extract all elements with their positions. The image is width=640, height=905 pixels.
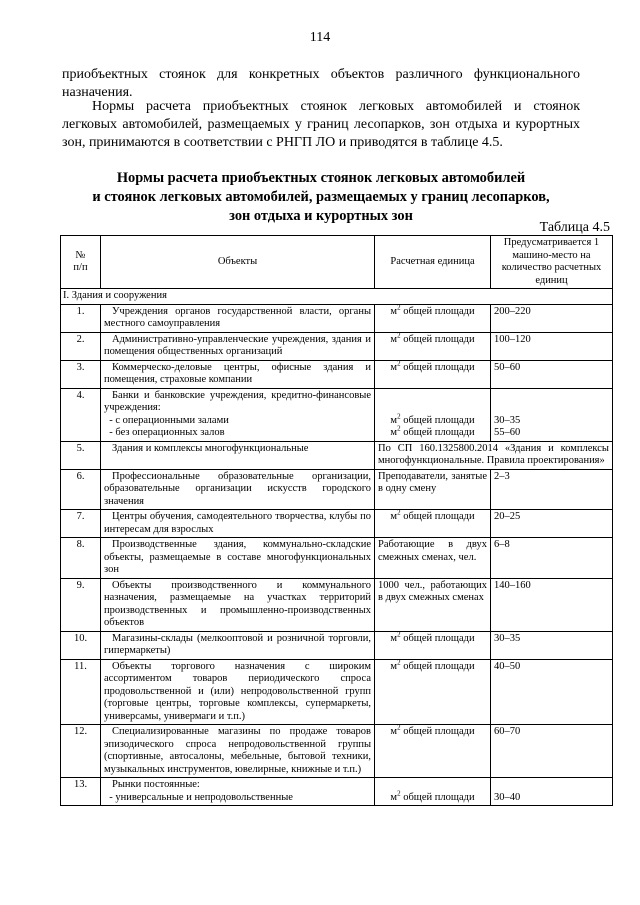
unit-text: общей площади — [400, 726, 475, 737]
unit-exponent: 2 — [397, 303, 401, 311]
table-row — [61, 631, 613, 659]
unit-prefix: м — [390, 414, 398, 426]
unit-text: общей площади — [400, 333, 475, 345]
object-text: Объекты производственного и коммунального назначения, размещаемые на участках территорий производственных и промышленно-производственных объектов — [104, 579, 371, 628]
row-norm — [491, 388, 613, 441]
table-title-line: зон отдыха и курортных зон — [229, 208, 413, 224]
row-number: 5. — [61, 441, 101, 469]
row-norm: 30–35 — [491, 631, 613, 659]
table-title-line: и стоянок легковых автомобилей, размещаемых у границ лесопарков, — [92, 189, 550, 205]
sub-object: - универсальные и непродовольственные — [104, 791, 293, 803]
table-row — [61, 360, 613, 388]
row-object — [101, 725, 375, 778]
unit-prefix: м — [390, 361, 398, 373]
sub-unit — [378, 412, 487, 428]
row-number: 9. — [61, 578, 101, 631]
row-unit — [375, 360, 491, 388]
header-objects: Объекты — [101, 236, 375, 289]
row-unit — [375, 388, 491, 441]
header-number: № п/п — [61, 236, 101, 289]
table-row — [61, 469, 613, 510]
object-text: Банки и банковские учреждения, кредитно-финансовые учреждения: — [104, 389, 371, 413]
object-text: Объекты торгового назначения с широким ассортиментом товаров периодического спроса продовольственной и (или) непродовольственной групп (торговые центры, торговые комплексы, супермаркеты, универсамы, универмаги и т.п.) — [104, 660, 371, 722]
row-norm: 6–8 — [491, 538, 613, 579]
row-number: 12. — [61, 725, 101, 778]
row-unit: Преподаватели, занятые в одну смену — [375, 469, 491, 510]
row-unit-span: По СП 160.1325800.2014 «Здания и комплексы многофункциональные. Правила проектирования» — [375, 441, 613, 469]
row-unit — [375, 510, 491, 538]
row-norm: 60–70 — [491, 725, 613, 778]
row-object — [101, 778, 375, 806]
object-text: Магазины-склады (мелкооптовой и розничной торговли, гипермаркеты) — [104, 632, 371, 656]
row-object — [101, 631, 375, 659]
table-header-row — [61, 236, 613, 289]
row-object — [101, 332, 375, 360]
unit-prefix: м — [390, 632, 398, 644]
section-label: I. Здания и сооружения — [61, 289, 613, 305]
unit-prefix: м — [390, 427, 398, 438]
unit-prefix: м — [390, 660, 398, 672]
unit-text: общей площади — [400, 305, 475, 317]
sub-norm: 30–40 — [494, 791, 521, 803]
object-text: Здания и комплексы многофункциональные — [112, 442, 309, 454]
row-unit: 1000 чел., работающих в двух смежных сменах — [375, 578, 491, 631]
row-norm: 140–160 — [491, 578, 613, 631]
row-object — [101, 388, 375, 441]
row-number: 2. — [61, 332, 101, 360]
object-text: Рынки постоянные: — [112, 779, 200, 790]
table-row — [61, 388, 613, 441]
table-row — [61, 441, 613, 469]
row-number: 3. — [61, 360, 101, 388]
row-unit — [375, 725, 491, 778]
row-unit — [375, 332, 491, 360]
sub-norm: 55–60 — [494, 427, 521, 438]
table-label: Таблица 4.5 — [539, 220, 610, 235]
object-text: Специализированные магазины по продаже товаров эпизодического спроса непродовольственной группы (спортивные, автосалоны, мебельные, бытовой техники, музыкальных инструментов, ювелирные, книжные и т.п.) — [104, 726, 371, 775]
object-text: Учреждения органов государственной власти, органы местного самоуправления — [104, 305, 371, 329]
row-unit — [375, 778, 491, 806]
row-number: 11. — [61, 659, 101, 725]
object-text: Профессиональные образовательные организации, образовательные организации искусств городского значения — [104, 470, 371, 507]
row-unit — [375, 304, 491, 332]
table-row — [61, 304, 613, 332]
row-unit — [375, 659, 491, 725]
row-norm: 100–120 — [491, 332, 613, 360]
row-number: 13. — [61, 778, 101, 806]
unit-exponent: 2 — [397, 630, 401, 638]
row-object — [101, 538, 375, 579]
unit-text: общей площади — [400, 361, 475, 373]
table-row — [61, 725, 613, 778]
unit-exponent: 2 — [397, 658, 401, 666]
row-object — [101, 360, 375, 388]
unit-exponent: 2 — [397, 508, 401, 517]
object-text: Административно-управленческие учреждения, здания и помещения общественных организаций — [104, 333, 371, 357]
table-title-line: Нормы расчета приобъектных стоянок легковых автомобилей — [116, 170, 526, 186]
unit-prefix: м — [390, 726, 398, 737]
table-body — [61, 289, 613, 806]
unit-exponent: 2 — [397, 331, 401, 339]
table-row — [61, 538, 613, 579]
object-text: Коммерческо-деловые центры, офисные здания и помещения, страховые компании — [104, 361, 371, 385]
row-norm: 200–220 — [491, 304, 613, 332]
unit-prefix: м — [390, 305, 398, 317]
object-text: Производственные здания, коммунально-складские объекты, размещаемые в составе многофункциональных зон — [104, 539, 371, 575]
table-row — [61, 332, 613, 360]
table-row — [61, 510, 613, 538]
row-object — [101, 469, 375, 510]
sub-object: - с операционными залами — [104, 414, 229, 426]
object-text: Центры обучения, самодеятельного творчества, клубы по интересам для взрослых — [104, 511, 371, 535]
parking-norms-table — [60, 235, 613, 806]
sub-object: - без операционных залов — [104, 427, 225, 438]
sub-unit — [378, 424, 487, 440]
unit-exponent: 2 — [397, 359, 401, 367]
unit-text: общей площади — [400, 427, 475, 438]
page-number: 114 — [309, 30, 331, 45]
row-number: 10. — [61, 631, 101, 659]
row-norm: 50–60 — [491, 360, 613, 388]
unit-text: общей площади — [400, 414, 475, 426]
section-row — [61, 289, 613, 305]
row-object — [101, 510, 375, 538]
header-unit: Расчетная единица — [375, 236, 491, 289]
table-row — [61, 778, 613, 806]
row-norm: 2–3 — [491, 469, 613, 510]
row-object — [101, 441, 375, 469]
unit-prefix: м — [390, 333, 398, 345]
unit-exponent: 2 — [397, 723, 401, 732]
row-unit — [375, 631, 491, 659]
row-object — [101, 304, 375, 332]
unit-prefix: м — [390, 791, 398, 803]
row-unit: Работающие в двух смежных сменах, чел. — [375, 538, 491, 579]
unit-exponent: 2 — [397, 412, 401, 420]
row-norm: 40–50 — [491, 659, 613, 725]
row-norm — [491, 778, 613, 806]
unit-prefix: м — [390, 511, 398, 522]
row-object — [101, 659, 375, 725]
sub-unit — [378, 789, 487, 805]
table-row — [61, 659, 613, 725]
row-number: 4. — [61, 388, 101, 441]
unit-exponent: 2 — [397, 424, 401, 433]
sub-norm: 30–35 — [494, 414, 521, 426]
table-title — [62, 169, 580, 226]
unit-exponent: 2 — [397, 789, 401, 797]
row-object — [101, 578, 375, 631]
unit-text: общей площади — [400, 791, 475, 803]
header-norm: Предусматривается 1 машино-место на количество расчетных единиц — [491, 236, 613, 289]
paragraph-2: Нормы расчета приобъектных стоянок легковых автомобилей и стоянок легковых автомобилей, размещаемых у границ лесопарков, зон отдыха и курортных зон, принимаются в соответствии с РНГП ЛО и приводятся в таблице 4.5. — [62, 99, 580, 150]
table-row — [61, 578, 613, 631]
row-number: 7. — [61, 510, 101, 538]
row-number: 8. — [61, 538, 101, 579]
row-number: 6. — [61, 469, 101, 510]
paragraph-1: приобъектных стоянок для конкретных объектов различного функционального назначения. — [62, 67, 580, 100]
unit-text: общей площади — [400, 511, 475, 522]
unit-text: общей площади — [400, 660, 475, 672]
unit-text: общей площади — [400, 632, 475, 644]
row-number: 1. — [61, 304, 101, 332]
row-norm: 20–25 — [491, 510, 613, 538]
